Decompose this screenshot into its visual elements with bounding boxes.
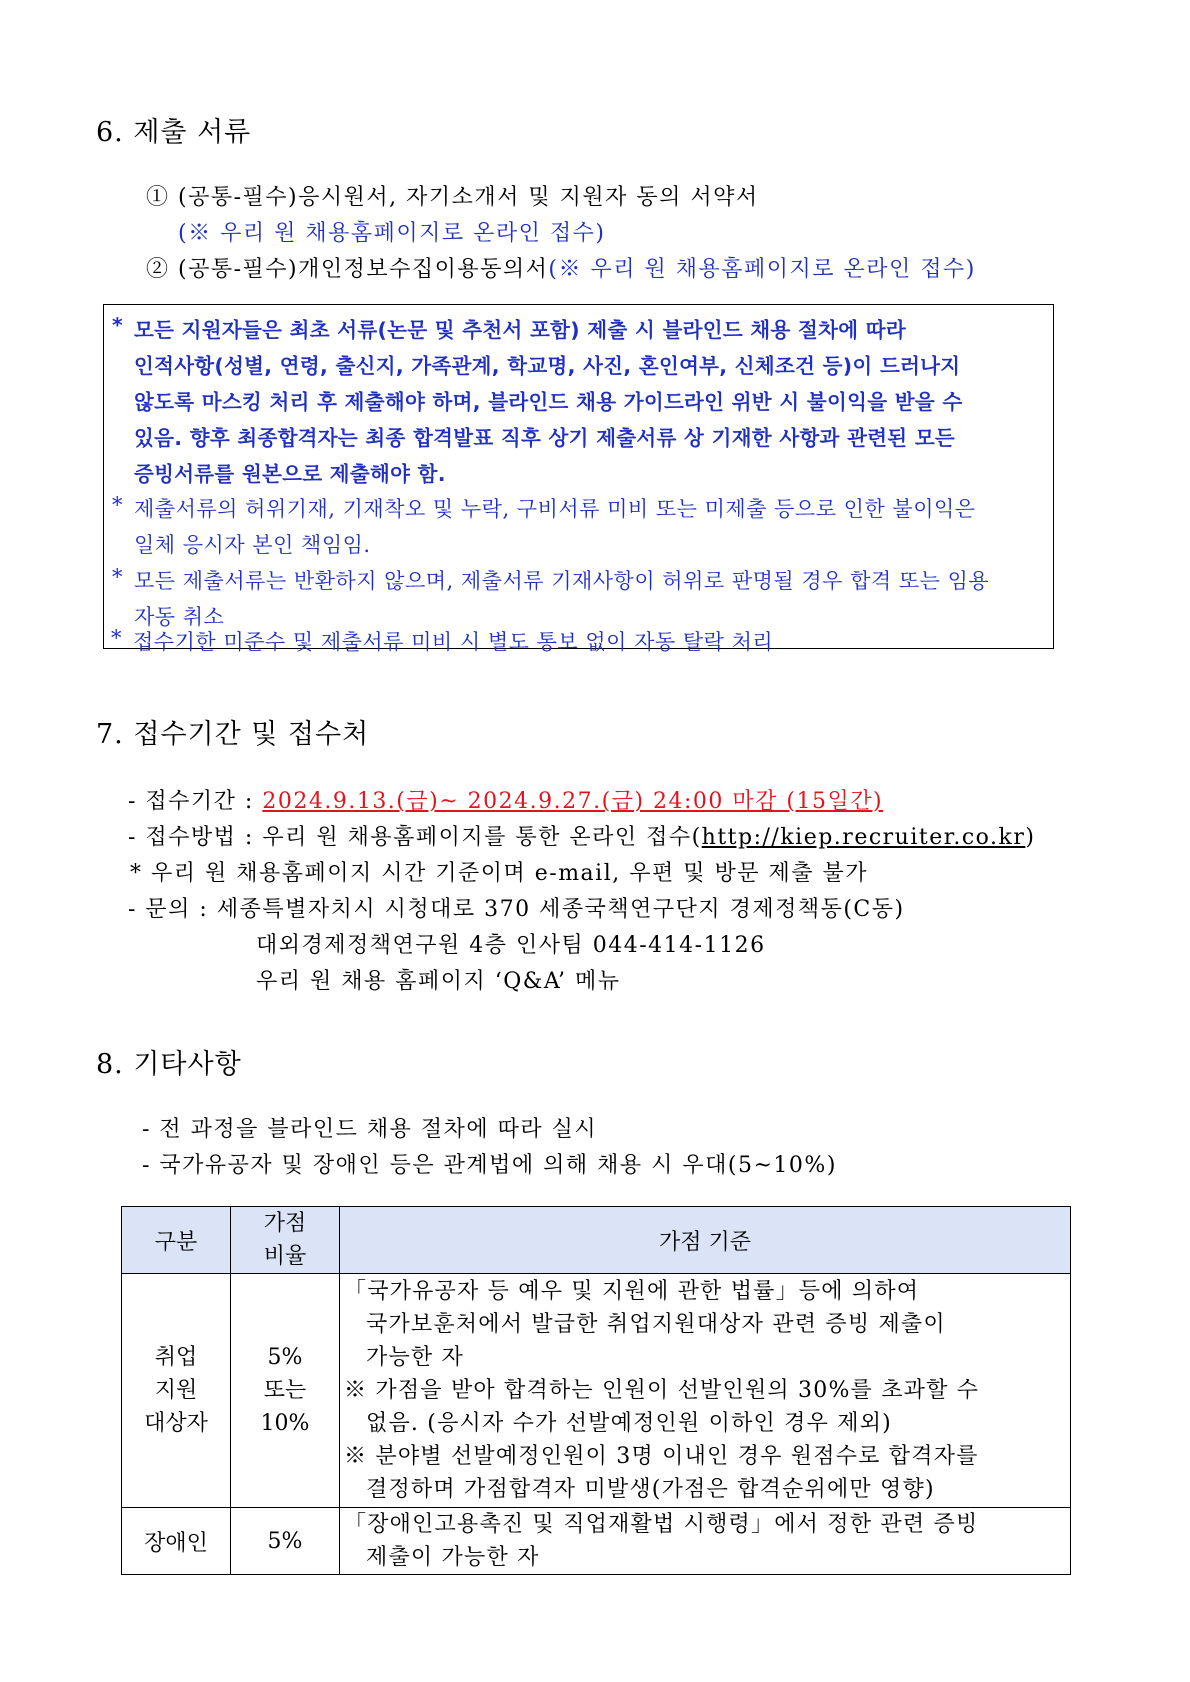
row-2-ratio: 5% — [231, 1508, 340, 1575]
item-2 — [146, 252, 976, 283]
notice-line: 자동 취소 — [134, 605, 225, 629]
notice-line: 제출서류의 허위기재, 기재착오 및 누락, 구비서류 미비 또는 미제출 등으로 인한 불이익은 — [134, 497, 976, 521]
misc-line-2: - 국가유공자 및 장애인 등은 관계법에 의해 채용 시 우대(5~10%) — [142, 1153, 837, 1178]
method-label: - 접수방법 : 우리 원 채용홈페이지를 통한 온라인 접수( — [128, 825, 702, 850]
table-header-row — [122, 1207, 1071, 1274]
misc-line-1: - 전 과정을 블라인드 채용 절차에 따라 실시 — [142, 1117, 598, 1142]
period-value: 2024.9.13.(금)~ 2024.9.27.(금) 24:00 마감 (15일간) — [262, 789, 884, 814]
notice-bold-line: 모든 지원자들은 최초 서류(논문 및 추천서 포함) 제출 시 블라인드 채용 절차에 따라 — [134, 318, 906, 342]
notice-marker: * — [112, 565, 123, 589]
section-7-title: 7. 접수기간 및 접수처 — [96, 719, 370, 750]
table-row — [122, 1508, 1071, 1575]
item-2-text: ② (공통-필수)개인정보수집이용동의서 — [146, 257, 549, 282]
notice-line: 모든 제출서류는 반환하지 않으며, 제출서류 기재사항이 허위로 판명될 경우 합격 또는 임용 — [134, 569, 990, 593]
contact-line-1: - 문의 : 세종특별자치시 시청대로 370 세종국책연구단지 경제정책동(C동) — [128, 897, 905, 922]
method-note: * 우리 원 채용홈페이지 시간 기준이며 e-mail, 우편 및 방문 제출 불가 — [130, 861, 868, 886]
row-1-category: 취업 지원 대상자 — [122, 1274, 231, 1508]
bonus-points-table — [121, 1206, 1071, 1575]
row-1-ratio: 5% 또는 10% — [231, 1274, 340, 1508]
notice-marker: * — [111, 626, 122, 650]
item-1-note: (※ 우리 원 채용홈페이지로 온라인 접수) — [178, 221, 606, 246]
notice-line: 일체 응시자 본인 책임임. — [134, 533, 371, 557]
notice-bold-line: 있음. 향후 최종합격자는 최종 합격발표 직후 상기 제출서류 상 기재한 사항과 관련된 모든 — [134, 426, 956, 450]
header-ratio: 가점 비율 — [231, 1207, 340, 1274]
notice-marker: * — [112, 493, 123, 517]
notice-bold-line: 인적사항(성별, 연령, 출신지, 가족관계, 학교명, 사진, 혼인여부, 신체조건 등)이 드러나지 — [134, 354, 961, 378]
section-8-title: 8. 기타사항 — [96, 1049, 242, 1080]
period-line — [128, 784, 883, 815]
notice-marker: * — [112, 313, 124, 337]
item-2-note: (※ 우리 원 채용홈페이지로 온라인 접수) — [548, 257, 976, 282]
table-row — [122, 1274, 1071, 1508]
row-1-criteria: 「국가유공자 등 예우 및 지원에 관한 법률」등에 의하여 국가보훈처에서 발급한 취업지원대상자 관련 증빙 제출이 가능한 자 ※ 가점을 받아 합격하는 인원이 선발인원의 30%를 초과할 수 없음. (응시자 수가 선발예정인원 이하인 경우 제외) ※ 분야별 선발예정인원이 3명 이내인 경우 원점수로 합격자를 결정하며 가점합격자 미발생(가점은 합격순위에만 영향) — [340, 1274, 1071, 1508]
notice-box — [103, 304, 1054, 649]
notice-line: 접수기한 미준수 및 제출서류 미비 시 별도 통보 없이 자동 탈락 처리 — [133, 630, 774, 654]
method-line — [128, 820, 1035, 851]
section-6-title: 6. 제출 서류 — [96, 117, 252, 148]
contact-line-2: 대외경제정책연구원 4층 인사팀 044-414-1126 — [256, 933, 766, 958]
recruit-site-link[interactable]: http://kiep.recruiter.co.kr — [701, 825, 1026, 850]
period-label: - 접수기간 : — [128, 789, 263, 814]
row-2-criteria: 「장애인고용촉진 및 직업재활법 시행령」에서 정한 관련 증빙 제출이 가능한 자 — [340, 1508, 1071, 1575]
method-close: ) — [1025, 825, 1036, 850]
item-1-text: ① (공통-필수)응시원서, 자기소개서 및 지원자 동의 서약서 — [146, 185, 759, 210]
header-category: 구분 — [122, 1207, 231, 1274]
header-criteria: 가점 기준 — [340, 1207, 1071, 1274]
notice-bold-line: 않도록 마스킹 처리 후 제출해야 하며, 블라인드 채용 가이드라인 위반 시 불이익을 받을 수 — [134, 390, 963, 414]
contact-line-3: 우리 원 채용 홈페이지 ‘Q&A’ 메뉴 — [256, 969, 621, 994]
row-2-category: 장애인 — [122, 1508, 231, 1575]
notice-bold-line: 증빙서류를 원본으로 제출해야 함. — [134, 462, 446, 486]
